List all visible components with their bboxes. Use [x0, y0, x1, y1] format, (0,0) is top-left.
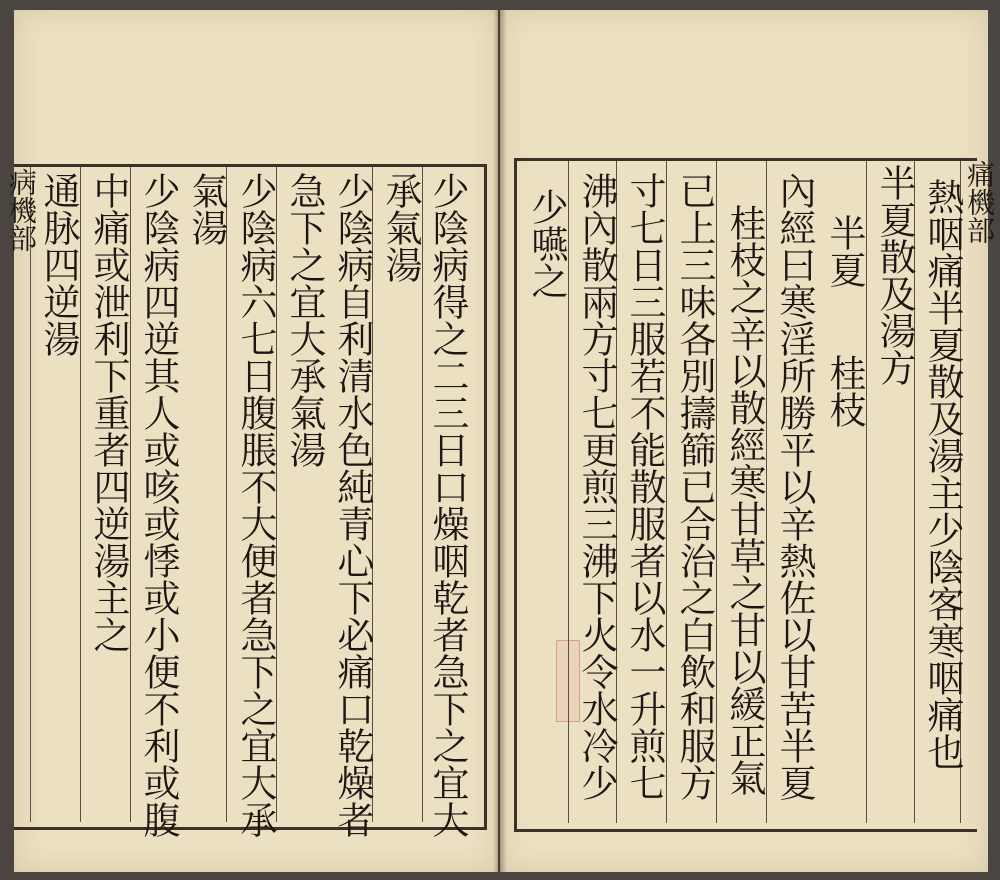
faint-seal-stamp — [556, 640, 580, 722]
text-column: 通脉四逆湯 — [37, 172, 80, 357]
page-margin-label: 病機部 — [5, 168, 38, 252]
column-rule — [866, 161, 867, 823]
column-rule — [130, 167, 131, 822]
text-column: 已上三味各別擣篩已合治之白飲和服方 — [673, 172, 716, 801]
column-rule — [568, 161, 569, 823]
column-rule — [666, 161, 667, 823]
text-column: 半夏散及湯方 — [873, 164, 916, 386]
text-column: 桂枝之辛以散經寒甘草之甘以緩正氣 — [723, 204, 766, 796]
text-column: 承氣湯 — [379, 172, 422, 283]
text-column: 少陰病六七日腹脹不大便者急下之宜大承 — [234, 172, 277, 838]
page-margin-label: 痛機部 — [963, 160, 996, 244]
text-column: 少嚥之 — [525, 188, 568, 299]
column-rule — [716, 161, 717, 823]
book-gutter — [494, 10, 506, 872]
text-column: 急下之宜大承氣湯 — [283, 172, 326, 468]
column-rule — [226, 167, 227, 822]
text-column: 氣湯 — [185, 172, 228, 246]
column-rule — [80, 167, 81, 822]
text-column: 沸內散兩方寸七更煎三沸下火令水冷少 — [575, 172, 618, 801]
text-column: 寸七日三服若不能散服者以水一升煎七 — [623, 172, 666, 801]
column-rule — [422, 167, 423, 822]
text-column: 中痛或泄利下重者四逆湯主之 — [87, 172, 130, 653]
column-rule — [30, 167, 31, 822]
text-column: 少陰病自利清水色純青心下必痛口乾燥者 — [331, 172, 374, 838]
text-column: 少陰病四逆其人或咳或悸或小便不利或腹 — [137, 172, 180, 838]
column-rule — [766, 161, 767, 823]
text-column: 桂枝 — [823, 354, 866, 428]
text-column: 內經曰寒淫所勝平以辛熱佐以甘苦半夏 — [773, 172, 816, 801]
text-column: 熱咽痛半夏散及湯主少陰客寒咽痛也 — [921, 178, 964, 770]
text-column: 少陰病得之二三日口燥咽乾者急下之宜大 — [426, 172, 469, 838]
text-column: 半夏 — [823, 214, 866, 288]
